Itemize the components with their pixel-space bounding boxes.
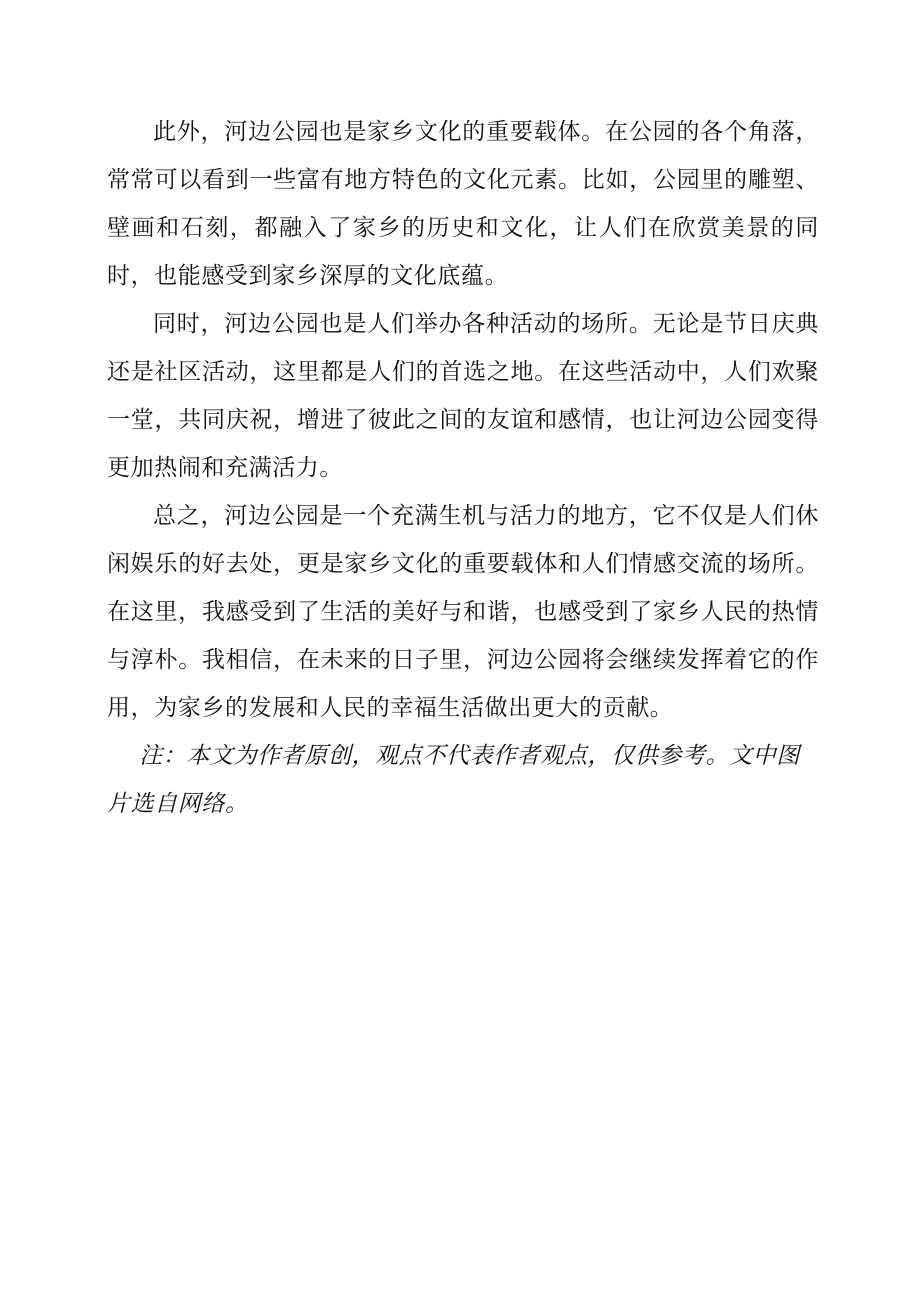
paragraph-conclusion: 总之，河边公园是一个充满生机与活力的地方，它不仅是人们休闲娱乐的好去处，更是家乡文化的重要载体和人们情感交流的场所。在这里，我感受到了生活的美好与和谐，也感受到了家乡人民的热情与淳朴。我相信，在未来的日子里，河边公园将会继续发挥着它的作用，为家乡的发展和人民的幸福生活做出更大的贡献。	[107, 503, 819, 721]
paragraph-activities: 同时，河边公园也是人们举办各种活动的场所。无论是节日庆典还是社区活动，这里都是人们的首选之地。在这些活动中，人们欢聚一堂，共同庆祝，增进了彼此之间的友谊和感情，也让河边公园变得更加热闹和充满活力。	[107, 311, 819, 481]
author-note: 注：本文为作者原创，观点不代表作者观点，仅供参考。文中图片选自网络。	[107, 743, 800, 817]
paragraph-culture: 此外，河边公园也是家乡文化的重要载体。在公园的各个角落，常常可以看到一些富有地方特色的文化元素。比如，公园里的雕塑、壁画和石刻，都融入了家乡的历史和文化，让人们在欣赏美景的同时，也能感受到家乡深厚的文化底蕴。	[107, 119, 819, 289]
document-page	[107, 108, 819, 828]
